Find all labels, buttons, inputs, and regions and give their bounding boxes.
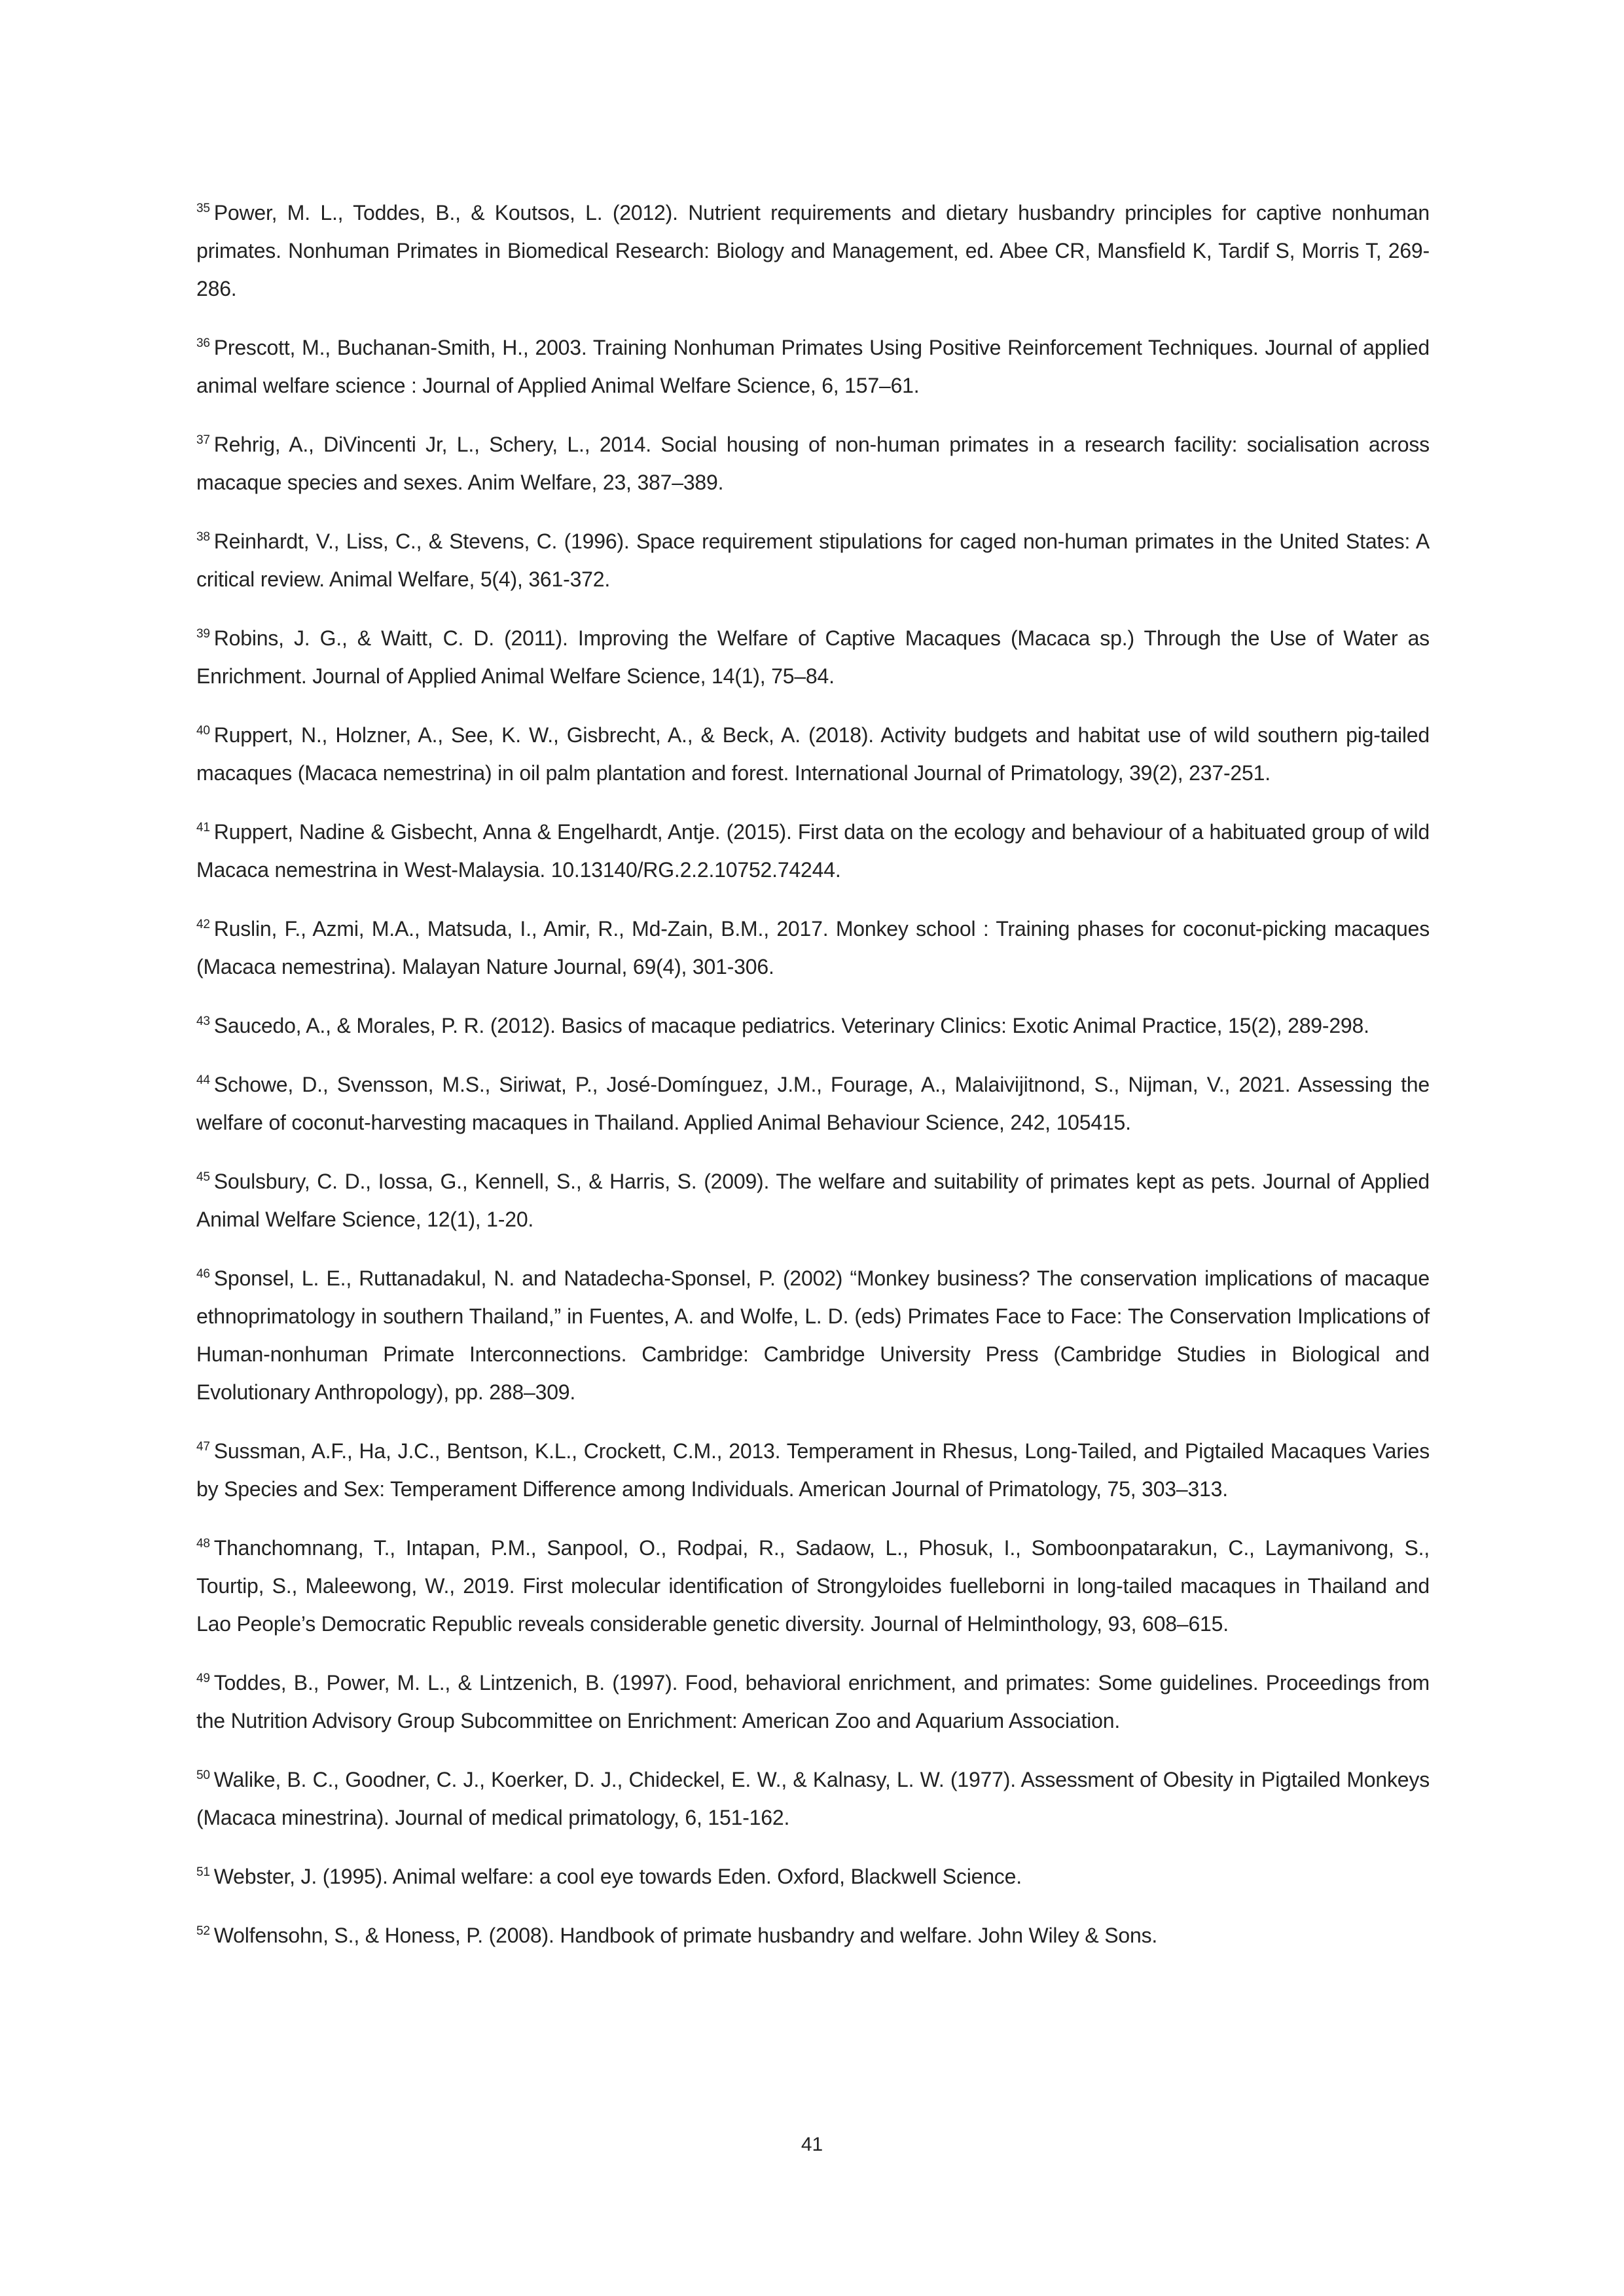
- reference-item: [196, 522, 1430, 598]
- reference-number: 45: [196, 1170, 210, 1185]
- reference-number: 49: [196, 1672, 210, 1686]
- reference-number: 36: [196, 336, 210, 351]
- reference-item: [196, 1916, 1430, 1954]
- reference-item: [196, 194, 1430, 308]
- reference-item: [196, 1432, 1430, 1508]
- reference-item: [196, 1529, 1430, 1643]
- reference-number: 35: [196, 202, 210, 216]
- reference-text: Reinhardt, V., Liss, C., & Stevens, C. (1996). Space requirement stipulations for caged non-human primates in the United States: A critical review. Animal Welfare, 5(4), 361-372.: [196, 529, 1430, 591]
- reference-number: 43: [196, 1014, 210, 1029]
- reference-text: Sussman, A.F., Ha, J.C., Bentson, K.L., Crockett, C.M., 2013. Temperament in Rhesus, Long-Tailed, and Pigtailed Macaques Varies by Species and Sex: Temperament Difference among Individuals. American Journal of Primatology, 75, 303–313.: [196, 1439, 1430, 1501]
- reference-text: Robins, J. G., & Waitt, C. D. (2011). Improving the Welfare of Captive Macaques (Macaca sp.) Through the Use of Water as Enrichment. Journal of Applied Animal Welfare Science, 14(1), 75–84.: [196, 626, 1430, 688]
- reference-text: Saucedo, A., & Morales, P. R. (2012). Basics of macaque pediatrics. Veterinary Clinics: Exotic Animal Practice, 15(2), 289-298.: [213, 1014, 1369, 1037]
- reference-number: 52: [196, 1924, 210, 1939]
- reference-number: 41: [196, 821, 210, 835]
- reference-number: 42: [196, 918, 210, 932]
- reference-text: Rehrig, A., DiVincenti Jr, L., Schery, L., 2014. Social housing of non-human primates in a research facility: socialisation across macaque species and sexes. Anim Welfare, 23, 387–389.: [196, 433, 1430, 494]
- reference-number: 46: [196, 1267, 210, 1282]
- reference-item: [196, 716, 1430, 792]
- reference-list: [196, 194, 1430, 1975]
- reference-item: [196, 1664, 1430, 1740]
- reference-text: Thanchomnang, T., Intapan, P.M., Sanpool, O., Rodpai, R., Sadaow, L., Phosuk, I., Somboonpatarakun, C., Laymanivong, S., Tourtip, S., Maleewong, W., 2019. First molecular identification of Strongyloides fuelleborni in long-tailed macaques in Thailand and Lao People’s Democratic Republic reveals considerable genetic diversity. Journal of Helminthology, 93, 608–615.: [196, 1536, 1430, 1636]
- reference-text: Prescott, M., Buchanan-Smith, H., 2003. Training Nonhuman Primates Using Positive Reinforcement Techniques. Journal of applied animal welfare science : Journal of Applied Animal Welfare Science, 6, 157–61.: [196, 336, 1430, 397]
- reference-text: Toddes, B., Power, M. L., & Lintzenich, B. (1997). Food, behavioral enrichment, and primates: Some guidelines. Proceedings from the Nutrition Advisory Group Subcommittee on Enrichment: American Zoo and Aquarium Association.: [196, 1671, 1430, 1732]
- reference-text: Webster, J. (1995). Animal welfare: a cool eye towards Eden. Oxford, Blackwell Science.: [213, 1865, 1022, 1888]
- reference-item: [196, 910, 1430, 986]
- reference-number: 37: [196, 433, 210, 448]
- reference-text: Soulsbury, C. D., Iossa, G., Kennell, S., & Harris, S. (2009). The welfare and suitability of primates kept as pets. Journal of Applied Animal Welfare Science, 12(1), 1-20.: [196, 1170, 1430, 1231]
- reference-item: [196, 329, 1430, 404]
- reference-item: [196, 1066, 1430, 1141]
- page-number: 41: [801, 2134, 823, 2155]
- reference-number: 47: [196, 1440, 210, 1454]
- reference-text: Ruppert, N., Holzner, A., See, K. W., Gisbrecht, A., & Beck, A. (2018). Activity budgets and habitat use of wild southern pig-tailed macaques (Macaca nemestrina) in oil palm plantation and forest. International Journal of Primatology, 39(2), 237-251.: [196, 723, 1430, 785]
- reference-number: 44: [196, 1073, 210, 1088]
- reference-text: Wolfensohn, S., & Honess, P. (2008). Handbook of primate husbandry and welfare. John Wiley & Sons.: [213, 1924, 1158, 1947]
- reference-number: 51: [196, 1865, 210, 1880]
- reference-number: 48: [196, 1537, 210, 1551]
- reference-item: [196, 425, 1430, 501]
- reference-number: 39: [196, 627, 210, 641]
- reference-item: [196, 813, 1430, 889]
- reference-text: Power, M. L., Toddes, B., & Koutsos, L. (2012). Nutrient requirements and dietary husbandry principles for captive nonhuman primates. Nonhuman Primates in Biomedical Research: Biology and Management, ed. Abee CR, Mansfield K, Tardif S, Morris T, 269-286.: [196, 201, 1430, 300]
- reference-number: 50: [196, 1768, 210, 1783]
- reference-item: [196, 1162, 1430, 1238]
- reference-number: 40: [196, 724, 210, 738]
- reference-item: [196, 1259, 1430, 1411]
- reference-item: [196, 1007, 1430, 1045]
- reference-text: Ruslin, F., Azmi, M.A., Matsuda, I., Amir, R., Md-Zain, B.M., 2017. Monkey school : Training phases for coconut-picking macaques (Macaca nemestrina). Malayan Nature Journal, 69(4), 301-306.: [196, 917, 1430, 978]
- reference-text: Schowe, D., Svensson, M.S., Siriwat, P., José-Domínguez, J.M., Fourage, A., Malaivijitnond, S., Nijman, V., 2021. Assessing the welfare of coconut-harvesting macaques in Thailand. Applied Animal Behaviour Science, 242, 105415.: [196, 1073, 1430, 1134]
- reference-text: Ruppert, Nadine & Gisbecht, Anna & Engelhardt, Antje. (2015). First data on the ecology and behaviour of a habituated group of wild Macaca nemestrina in West-Malaysia. 10.13140/RG.2.2.10752.74244.: [196, 820, 1430, 882]
- reference-item: [196, 619, 1430, 695]
- reference-item: [196, 1761, 1430, 1837]
- reference-text: Walike, B. C., Goodner, C. J., Koerker, D. J., Chideckel, E. W., & Kalnasy, L. W. (1977). Assessment of Obesity in Pigtailed Monkeys (Macaca minestrina). Journal of medical primatology, 6, 151-162.: [196, 1768, 1430, 1829]
- reference-number: 38: [196, 530, 210, 545]
- reference-text: Sponsel, L. E., Ruttanadakul, N. and Natadecha-Sponsel, P. (2002) “Monkey business? The conservation implications of macaque ethnoprimatology in southern Thailand,” in Fuentes, A. and Wolfe, L. D. (eds) Primates Face to Face: The Conservation Implications of Human-nonhuman Primate Interconnections. Cambridge: Cambridge University Press (Cambridge Studies in Biological and Evolutionary Anthropology), pp. 288–309.: [196, 1266, 1430, 1404]
- reference-item: [196, 1857, 1430, 1895]
